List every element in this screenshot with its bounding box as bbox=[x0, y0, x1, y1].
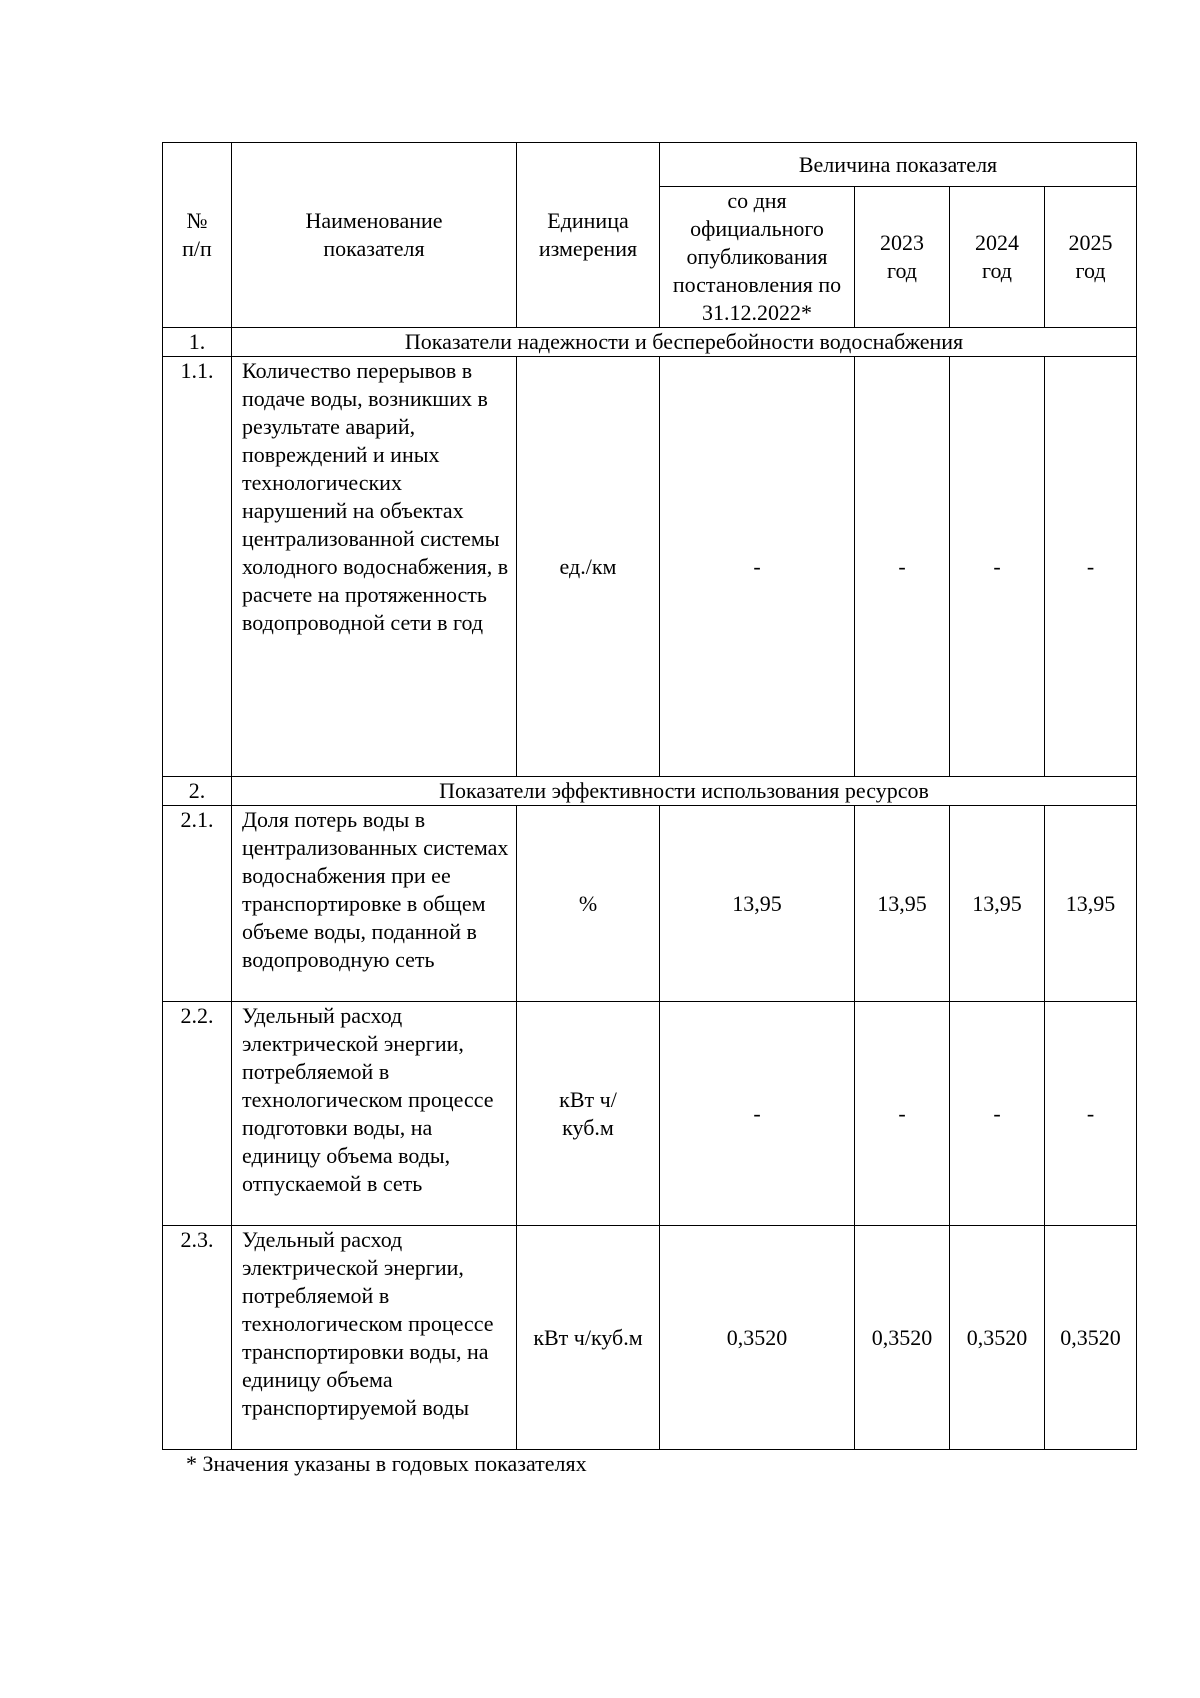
header-2025: 2025 год bbox=[1045, 187, 1137, 328]
row-value-2023: - bbox=[855, 357, 950, 777]
header-row-1 bbox=[163, 143, 1137, 187]
row-value-2023: 13,95 bbox=[855, 806, 950, 1002]
row-unit: % bbox=[517, 806, 660, 1002]
row-num: 2.3. bbox=[163, 1226, 232, 1450]
header-2024: 2024 год bbox=[950, 187, 1045, 328]
row-name: Удельный расход электрической энергии, потребляемой в технологическом процессе транспортировки воды, на единицу объема транспортируемой воды bbox=[232, 1226, 517, 1450]
row-value-2023: - bbox=[855, 1002, 950, 1226]
section-num: 2. bbox=[163, 777, 232, 806]
section-row bbox=[163, 777, 1137, 806]
row-unit: кВт ч/куб.м bbox=[517, 1226, 660, 1450]
row-value-period: 0,3520 bbox=[660, 1226, 855, 1450]
section-num: 1. bbox=[163, 328, 232, 357]
row-num: 2.1. bbox=[163, 806, 232, 1002]
footnote: * Значения указаны в годовых показателях bbox=[186, 1451, 587, 1476]
row-value-2023: 0,3520 bbox=[855, 1226, 950, 1450]
header-unit: Единица измерения bbox=[517, 143, 660, 328]
row-value-2024: - bbox=[950, 1002, 1045, 1226]
header-period: со дня официального опубликования постановления по 31.12.2022* bbox=[660, 187, 855, 328]
row-name: Количество перерывов в подаче воды, возникших в результате аварий, повреждений и иных технологических нарушений на объектах централизованной системы холодного водоснабжения, в расчете на протяженность водопроводной сети в год bbox=[232, 357, 517, 777]
row-value-period: 13,95 bbox=[660, 806, 855, 1002]
table-row bbox=[163, 1002, 1137, 1226]
header-num: № п/п bbox=[163, 143, 232, 328]
section-row bbox=[163, 328, 1137, 357]
row-value-2025: 0,3520 bbox=[1045, 1226, 1137, 1450]
row-unit: ед./км bbox=[517, 357, 660, 777]
indicators-table bbox=[162, 142, 1137, 1450]
header-name: Наименование показателя bbox=[232, 143, 517, 328]
row-name: Доля потерь воды в централизованных системах водоснабжения при ее транспортировке в общем объеме воды, поданной в водопроводную сеть bbox=[232, 806, 517, 1002]
header-value-group: Величина показателя bbox=[660, 143, 1137, 187]
row-value-2025: - bbox=[1045, 357, 1137, 777]
table-row bbox=[163, 1226, 1137, 1450]
row-num: 2.2. bbox=[163, 1002, 232, 1226]
row-value-period: - bbox=[660, 1002, 855, 1226]
table-row bbox=[163, 357, 1137, 777]
row-value-period: - bbox=[660, 357, 855, 777]
table-row bbox=[163, 806, 1137, 1002]
header-2023: 2023 год bbox=[855, 187, 950, 328]
row-unit: кВт ч/ куб.м bbox=[517, 1002, 660, 1226]
row-value-2025: - bbox=[1045, 1002, 1137, 1226]
row-value-2024: 13,95 bbox=[950, 806, 1045, 1002]
section-title: Показатели надежности и бесперебойности водоснабжения bbox=[232, 328, 1137, 357]
row-name: Удельный расход электрической энергии, потребляемой в технологическом процессе подготовки воды, на единицу объема воды, отпускаемой в сеть bbox=[232, 1002, 517, 1226]
row-value-2025: 13,95 bbox=[1045, 806, 1137, 1002]
row-value-2024: 0,3520 bbox=[950, 1226, 1045, 1450]
row-num: 1.1. bbox=[163, 357, 232, 777]
row-value-2024: - bbox=[950, 357, 1045, 777]
section-title: Показатели эффективности использования ресурсов bbox=[232, 777, 1137, 806]
